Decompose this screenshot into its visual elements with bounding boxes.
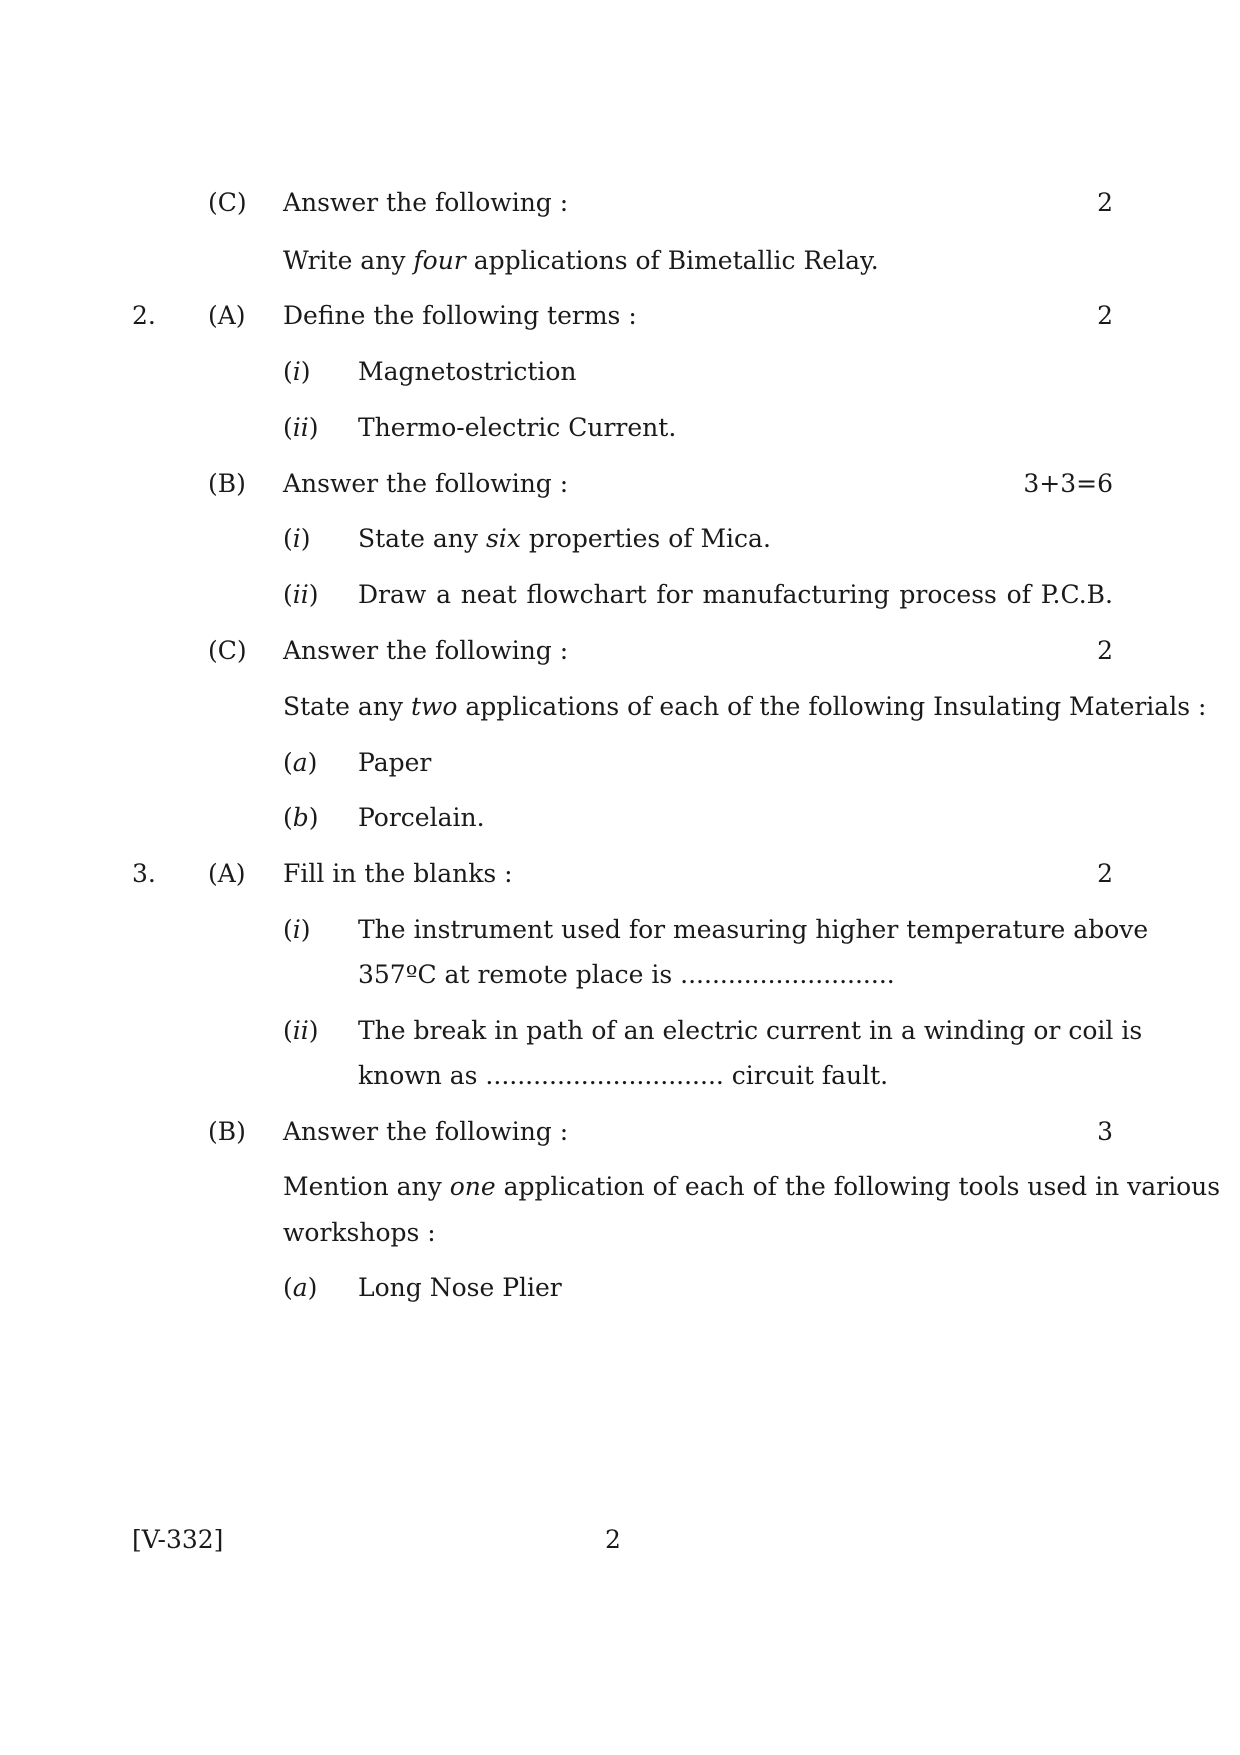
item-text: State any six properties of Mica. bbox=[358, 524, 771, 553]
q3-b-heading bbox=[0, 1115, 1240, 1149]
section-label: (C) bbox=[208, 636, 247, 665]
item-text: known as .............................. circuit fault. bbox=[358, 1061, 889, 1090]
item-text: Paper bbox=[358, 748, 432, 777]
page-number: 2 bbox=[605, 1525, 621, 1554]
item-number: (i) bbox=[283, 915, 311, 944]
section-label: (A) bbox=[208, 301, 246, 330]
q1-c-heading bbox=[0, 186, 1240, 220]
item-number: (b) bbox=[283, 803, 319, 832]
item-text: The break in path of an electric current in a winding or coil is bbox=[358, 1016, 1143, 1045]
section-prompt: Answer the following : bbox=[283, 1117, 569, 1146]
q2-a-item-2 bbox=[0, 411, 1240, 445]
q2-c-heading bbox=[0, 634, 1240, 668]
q3-a-item-2-line-1 bbox=[0, 1014, 1240, 1048]
question-text: Write any four applications of Bimetallic Relay. bbox=[283, 246, 879, 275]
section-prompt: Answer the following : bbox=[283, 636, 569, 665]
q2-c-item-b bbox=[0, 801, 1240, 835]
q1-c-text bbox=[0, 244, 1240, 278]
question-text: workshops : bbox=[283, 1218, 436, 1247]
section-label: (C) bbox=[208, 188, 247, 217]
marks: 2 bbox=[1097, 301, 1113, 330]
marks: 3 bbox=[1097, 1117, 1113, 1146]
q2-a-heading bbox=[0, 299, 1240, 333]
section-label: (B) bbox=[208, 1117, 246, 1146]
question-number: 3. bbox=[132, 859, 156, 888]
q3-a-item-1-line-1 bbox=[0, 913, 1240, 947]
q3-a-item-2-line-2 bbox=[0, 1059, 1240, 1093]
marks: 2 bbox=[1097, 188, 1113, 217]
q2-a-item-1 bbox=[0, 355, 1240, 389]
item-number: (ii) bbox=[283, 1016, 319, 1045]
marks: 2 bbox=[1097, 636, 1113, 665]
item-text: Porcelain. bbox=[358, 803, 485, 832]
item-number: (a) bbox=[283, 1273, 318, 1302]
marks: 2 bbox=[1097, 859, 1113, 888]
section-label: (B) bbox=[208, 469, 246, 498]
question-number: 2. bbox=[132, 301, 156, 330]
item-text: Thermo-electric Current. bbox=[358, 413, 677, 442]
item-number: (i) bbox=[283, 524, 311, 553]
q2-b-item-1 bbox=[0, 522, 1240, 556]
q3-b-item-a bbox=[0, 1271, 1240, 1305]
section-prompt: Define the following terms : bbox=[283, 301, 637, 330]
item-text: The instrument used for measuring higher temperature above bbox=[358, 915, 1149, 944]
q3-b-text-line-2 bbox=[0, 1216, 1240, 1250]
q2-c-text bbox=[0, 690, 1240, 724]
q2-c-item-a bbox=[0, 746, 1240, 780]
q2-b-item-2 bbox=[0, 578, 1240, 612]
question-text: Mention any one application of each of the following tools used in various bbox=[283, 1172, 1221, 1201]
item-text: Magnetostriction bbox=[358, 357, 577, 386]
section-prompt: Fill in the blanks : bbox=[283, 859, 513, 888]
q3-b-text-line-1 bbox=[0, 1170, 1240, 1204]
item-text: 357ºC at remote place is ........................... bbox=[358, 960, 895, 989]
section-prompt: Answer the following : bbox=[283, 188, 569, 217]
item-number: (ii) bbox=[283, 580, 319, 609]
section-label: (A) bbox=[208, 859, 246, 888]
paper-code: [V-332] bbox=[132, 1525, 224, 1554]
question-text: State any two applications of each of the following Insulating Materials : bbox=[283, 692, 1207, 721]
q2-b-heading bbox=[0, 467, 1240, 501]
item-text: Long Nose Plier bbox=[358, 1273, 562, 1302]
section-prompt: Answer the following : bbox=[283, 469, 569, 498]
item-number: (i) bbox=[283, 357, 311, 386]
q3-a-heading bbox=[0, 857, 1240, 891]
marks: 3+3=6 bbox=[1023, 469, 1113, 498]
item-number: (ii) bbox=[283, 413, 319, 442]
item-text: Draw a neat flowchart for manufacturing process of P.C.B. bbox=[358, 580, 1113, 609]
item-number: (a) bbox=[283, 748, 318, 777]
q3-a-item-1-line-2 bbox=[0, 958, 1240, 992]
